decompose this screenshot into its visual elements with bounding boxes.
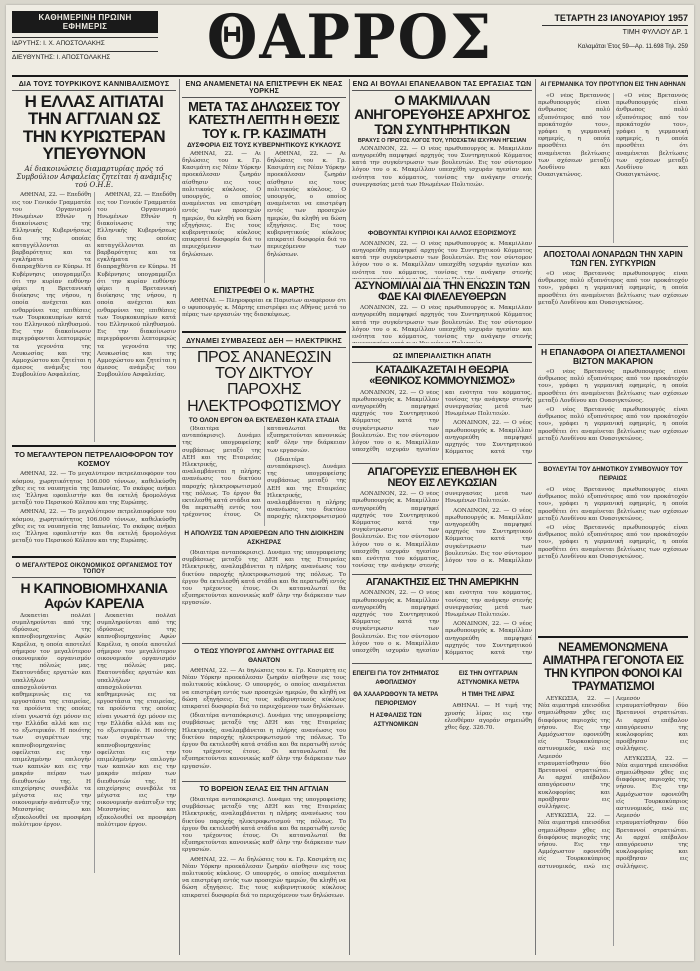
- article-fde-union: [352, 305, 532, 343]
- headline-nicosia-ban: ΑΠΑΓΟΡΕΥΣΙΣ ΕΠΕΒΛΗΘΗ ΕΚ ΝΕΟΥ ΕΙΣ ΛΕΥΚΩΣΙΑΝ: [367, 465, 517, 489]
- article-text: ΛΟΝΔΙΝΟΝ, 22. — Ο νέος πρωθυπουργός κ. Μακμίλλαν ανηγορεύθη παμψηφεί αρχηγός του Συντηρητικού Κόμματος κατά την συγκέντρωσιν των βουλευτών. Εις τον σύντομον λόγον του ο κ. Μακμίλλαν υπεσχέθη ισχυράν ηγεσίαν και ενότητα του κόμματος, τονίσας την ανάγκην στενής συνεργασίας μετά των Ηνωμένων Πολιτειών.: [352, 491, 532, 570]
- article-text: «Ο νέος Βρεταννός πρωθυπουργός είναι άνθρωπος πολύ εξυπνότερος από τον προκάτοχόν του», γράφει η γερμανική εφημερίς, η οποία προσθέτει ότι αναμένεται βελτίωσις των σχέσεων μεταξύ Λονδίνου και Ουασιγκτώνος.: [538, 487, 688, 522]
- divider: [352, 463, 532, 464]
- article-national-communism: [352, 390, 532, 460]
- article-text: ΑΘΗΝΑΙ. — Πληροφορίαι εκ Παρισίων αναφέρουν ότι ο υφυπουργός κ. Μάρτης επιστρέφει εις Αθήνας μετά το πέρας των εργασιών της διασκέψεως.: [182, 297, 346, 319]
- article-text-cont: ΑΘΗΝΑΙ, 22. — Αι δηλώσεις του κ. Γρ. Κασιμάτη εις Νέαν Υόρκην προεκάλεσαν ζωηράν αίσθησιν εις τους πολιτικούς κύκλους. Ο υπουργός, ο οποίος αναμένεται να επιστρέψη εντός των προσεχών ημερών, θα κληθή να δώση εξηγήσεις. Εις τους κυβερνητικούς κύκλους επικρατεί δυσφορία διά το περιεχόμενον των δηλώσεων.: [182, 856, 346, 899]
- masthead-left: [12, 11, 158, 61]
- headline-german-press: ΑΙ ΓΕΡΜΑΝΙΚΑ ΤΟΥ ΠΡΟΤΥΠΟΝ ΕΙΣ ΤΗΝ ΑΘΗΝΑΝ: [540, 82, 686, 88]
- divider: [182, 331, 346, 333]
- article-text: ΛΟΝΔΙΝΟΝ, 22. — Ο νέος πρωθυπουργός κ. Μακμίλλαν ανηγορεύθη παμψηφεί αρχηγός του Συντηρητικού Κόμματος κατά την συγκέντρωσιν των βουλευτών. Εις τον σύντομον λόγον του ο κ. Μακμίλλαν υπεσχέθη ισχυράν ηγεσίαν και ενότητα του κόμματος, τονίσας την ανάγκην στενής: [352, 305, 532, 341]
- article-text-cont: (Ιδιαιτέρα ανταπόκρισις). Δυνάμει της υπογραφείσης συμβάσεως μεταξύ της ΔΕΗ και της Εταιρείας Ηλεκτρικής, αναλαμβάνεται η πλήρης ανανέωσις του δικτύου παροχής ηλεκτροφωτισμού της πόλεως. Το έργον θα εκτελεσθή κατά στάδια και θα περατωθή εντός του τρέχοντος έτους. Οι καταναλωταί θα εξυπηρετούνται κανονικώς καθ' όλην την διάρκειαν των εργασιών.: [182, 713, 346, 770]
- article-cyprus-bloodshed: [538, 696, 688, 946]
- divider: [352, 574, 532, 575]
- headline-hungary-police: ΕΙΣ ΤΗΝ ΟΥΓΓΑΡΙΑΝ ΑΣΤΥΝΟΜΙΚΑ ΜΕΤΡΑ: [457, 671, 520, 687]
- article-text: ΛΟΝΔΙΝΟΝ, 22. — Ο νέος πρωθυπουργός κ. Μακμίλλαν ανηγορεύθη παμψηφεί αρχηγός του Συντηρητικού Κόμματος κατά την συγκέντρωσιν των βουλευτών. Εις τον σύντομον λόγον του ο κ. Μακμίλλαν υπεσχέθη ισχυράν ηγεσίαν και ενότητα του κόμματος, τονίσας την ανάγκην στενής συνεργασίας μετά των Ηνωμένων Πολιτειών.: [352, 590, 532, 654]
- article-kasimatis: [182, 151, 346, 283]
- director-line: ΔΙΕΥΘΥΝΤΗΣ: Ι. ΑΠΟΣΤΟΛΑΚΗΣ: [12, 51, 158, 61]
- divider: [182, 643, 346, 644]
- divider: [352, 663, 532, 664]
- article-text-cont: ΛΟΝΔΙΝΟΝ, 22. — Ο νέος πρωθυπουργός κ. Μακμίλλαν ανηγορεύθη παμψηφεί αρχηγός του Συντηρητικού Κόμματος κατά την: [445, 621, 532, 656]
- article-karelia: [12, 613, 176, 873]
- bottom-briefs: [352, 667, 532, 734]
- headline-contacts: ΑΠΟΣΤΟΛΑΙ ΛΟΝΑΡΔΩΝ ΤΗΝ ΧΑΡΙΝ ΤΩΝ ΓΕΝ. ΣΥΓΚΥΡΙΩΝ: [543, 250, 683, 268]
- column-3: [352, 79, 532, 957]
- column-rule: [179, 79, 180, 955]
- article-text: ΑΘΗΝΑΙ, 22. — Επεδόθη εις τον Γενικόν Γραμματέα του Οργανισμού Ηνωμένων Εθνών η διακοίνωσις της Ελληνικής Κυβερνήσεως δια της οποίας καταγγέλλονται αι βαρβαρότητες και τα εγκλήματα τα διαπραχθέντα εν Κύπρω. Η Κυβέρνησις υπογραμμίζει ότι την κυρίαν ευθύνην φέρει η Βρεταννική διοίκησις της νήσου, η οποία ανέχεται και ενθαρρύνει τας επιθέσεις των Τουρκοκυπρίων κατά του Ελληνικού πληθυσμού. Εις την διακοίνωσιν περιγράφονται λεπτομερώς τα γεγονότα της Λευκωσίας και της Αμμοχώστου και ζητείται η άμεσος ανάμιξις του Συμβουλίου Ασφαλείας.: [12, 192, 91, 379]
- article-text-cont: «Ο νέος Βρεταννός πρωθυπουργός είναι άνθρωπος πολύ εξυπνότερος από τον προκάτοχόν του», γράφει η γερμανική εφημερίς, η οποία προσθέτει ότι αναμένεται βελτίωσις των σχέσεων μεταξύ Λονδίνου και Ουασιγκτώνος.: [616, 93, 688, 179]
- article-contacts: [538, 271, 688, 341]
- headline-exile: ΦΟΒΟΥΝΤΑΙ ΚΥΠΡΙΟΙ ΚΑΙ ΑΛΛΟΣ ΕΞΟΡΙΣΜΟΥΣ: [367, 229, 517, 237]
- article-text: «Ο νέος Βρεταννός πρωθυπουργός είναι άνθρωπος πολύ εξυπνότερος από τον προκάτοχόν του», γράφει η γερμανική εφημερίς, η οποία προσθέτει ότι αναμένεται βελτίωσις των σχέσεων μεταξύ Λονδίνου και Ουασιγκτώνος.: [538, 271, 688, 306]
- article-text: «Ο νέος Βρεταννός πρωθυπουργός είναι άνθρωπος πολύ εξυπνότερος από τον προκάτοχόν του», γράφει η γερμανική εφημερίς, η οποία προσθέτει ότι αναμένεται βελτίωσις των σχέσεων μεταξύ Λονδίνου και Ουασιγκτώνος.: [538, 369, 688, 404]
- article-text-cont: (Ιδιαιτέρα ανταπόκρισις). Δυνάμει της υπογραφείσης συμβάσεως μεταξύ της ΔΕΗ και της Εταιρείας Ηλεκτρικής, αναλαμβάνεται η πλήρης ανανέωσις του δικτύου παροχής ηλεκτροφωτισμού: [267, 456, 346, 521]
- kicker-turkish: ΔΙΑ ΤΟΥΣ ΤΟΥΡΚΙΚΟΥΣ ΚΑΝΝΙΒΑΛΙΣΜΟΥΣ: [12, 79, 176, 91]
- paper-type-label: ΚΑΘΗΜΕΡΙΝΗ ΠΡΩΙΝΗ ΕΦΗΜΕΡΙΣ: [12, 11, 158, 33]
- article-nicosia-ban: [352, 491, 532, 571]
- masthead-rule: [12, 75, 688, 77]
- headline-macmillan: Ο ΜΑΚΜΙΛΛΑΝ ΑΝΗΓΟΡΕΥΘΗΣΕ ΑΡΧΗΓΟΣ ΤΩΝ ΣΥΝΤΗΡΗΤΙΚΩΝ: [354, 92, 530, 137]
- headline-piraeus: ΒΟΥΛΕΥΤΑΙ ΤΟΥ ΔΗΜΟΤΙΚΟΥ ΣΥΜΒΟΥΛΙΟΥ ΤΟΥ ΠΕΙΡΑΙΩΣ: [543, 467, 683, 482]
- headline-hungary-minister: Ο ΤΕΩΣ ΥΠΟΥΡΓΟΣ ΑΜΥΝΗΣ ΟΥΓΓΑΡΙΑΣ ΕΙΣ ΘΑΝΑΤΟΝ: [193, 648, 335, 664]
- article-text: ΛΕΥΚΩΣΙΑ, 22. — Νέα αιματηρά επεισόδια σημειώθησαν χθες εις διαφόρους περιοχάς της νήσου. Εις την Αμμόχωστον εφονεύθη είς Τουρκοκύπριος αστυνομικός, ενώ εις Λεμεσόν ετραυματίσθησαν δύο Βρεταννοί στρατιώται. Αι αρχαί επέβαλον απαγόρευσιν της κυκλοφορίας και προέβησαν εις συλλήψεις.: [538, 696, 610, 811]
- subhead-stages: ΤΟ ΟΛΟΝ ΕΡΓΟΝ ΘΑ ΕΚΤΕΛΕΣΘΗ ΚΑΤΑ ΣΤΑΔΙΑ: [188, 417, 340, 424]
- article-electric: [182, 426, 346, 526]
- headline-america: ΑΓΑΝΑΚΤΗΣΙΣ ΕΙΣ ΤΗΝ ΑΜΕΡΙΚΗΝ: [365, 577, 519, 589]
- article-america: [352, 590, 532, 660]
- article-text: ΛΟΝΔΙΝΟΝ, 22. — Ο νέος πρωθυπουργός κ. Μακμίλλαν ανηγορεύθη παμψηφεί αρχηγός του Συντηρητικού Κόμματος κατά την συγκέντρωσιν των βουλευτών. Εις τον σύντομον λόγον του ο κ. Μακμίλλαν υπεσχέθη ισχυράν ηγεσίαν και ενότητα του κόμματος, τονίσας την ανάγκην στενής συνεργασίας μετά των Ηνωμένων Πολιτειών.: [352, 389, 532, 454]
- article-text-cont: «Ο νέος Βρεταννός πρωθυπουργός είναι άνθρωπος πολύ εξυπνότερος από τον προκάτοχόν του», γράφει η γερμανική εφημερίς, η οποία προσθέτει ότι αναμένεται βελτίωσις των σχέσεων μεταξύ Λονδίνου και Ουασιγκτώνος.: [538, 407, 688, 442]
- founder-line: ΙΔΡΥΤΗΣ: Ι. Χ. ΑΠΟΣΤΟΛΑΚΗΣ: [12, 37, 158, 47]
- issue-price: ΤΙΜΗ ΦΥΛΛΟΥ ΔΡ. 1: [622, 29, 688, 36]
- article-text-cont: «Ο νέος Βρεταννός πρωθυπουργός είναι άνθρωπος πολύ εξυπνότερος από τον προκάτοχόν του», γράφει η γερμανική εφημερίς, η οποία προσθέτει ότι αναμένεται βελτίωσις των σχέσεων μεταξύ Λονδίνου και Ουασιγκτώνος.: [538, 525, 688, 560]
- article-text-cont: ΛΟΝΔΙΝΟΝ, 22. — Ο νέος πρωθυπουργός κ. Μακμίλλαν ανηγορεύθη παμψηφεί αρχηγός του Συντηρητικού Κόμματος κατά την: [445, 420, 532, 456]
- headline-greece-blames-britain: Η ΕΛΛΑΣ ΑΙΤΙΑΤΑΙ ΤΗΝ ΑΓΓΛΙΑΝ ΩΣ ΤΗΝ ΚΥΡΙΩΤΕΡΑΝ ΥΠΕΥΘΥΝΟΝ: [22, 92, 166, 163]
- newspaper-title: ΘΑΡΡΟΣ: [206, 5, 494, 73]
- headline-fde-union: ΑΣΥΝΟΜΙΛΙΑΙ ΔΙΑ ΤΗΝ ΕΝΩΣΙΝ ΤΩΝ ΦΔΕ ΚΑΙ ΦΙΛΕΛΕΥΘΕΡΩΝ: [354, 279, 530, 304]
- article-greece-blames-britain: [12, 192, 176, 442]
- issue-number: Καλαμάται Έτος 59—Αρ. 11.698 Τηλ. 259: [577, 44, 688, 50]
- article-tanker: [12, 471, 176, 553]
- headline-police-insurance: Η ΑΣΦΑΛΙΣΙΣ ΤΩΝ ΑΣΤΥΝΟΜΙΚΩΝ: [369, 713, 422, 729]
- headline-makarios: Η ΕΠΑΝΑΦΟΡΑ ΟΙ ΑΠΕΣΤΑΛΜΕΝΟΙ ΒΙΖΤΟΝ ΜΑΚΑΡΙΟΝ: [541, 347, 685, 366]
- article-text: Δεκαετίαι πολλαί συμπληρούνται από της ιδρύσεως της καπνοβιομηχανίας Αφών Καρέλια, η οποία αποτελεί σήμερον τον μεγαλύτερον οικονομικόν οργανισμόν της πόλεώς μας. Εκατοντάδες εργατών και υπαλλήλων απασχολούνται καθημερινώς εις τα εργοστάσια της εταιρείας, τα προϊόντα της οποίας είναι γνωστά όχι μόνον εις την Ελλάδα αλλά και εις το εξωτερικόν. Η ποιότης των σιγαρέττων της καπνοβιομηχανίας οφείλεται εις την επιμελημένην επιλογήν των καπνών και εις την μακράν πείραν των διευθυντών της. Η επιχείρησις συνεβάλε τα μέγιστα εις την οικονομικήν ανάπτυξιν της Μεσσηνίας και εξακολουθεί να προσφέρη πολύτιμον έργον.: [12, 612, 91, 828]
- headline-archbishops: Η ΑΠΟΛΥΣΙΣ ΤΩΝ ΑΡΧΙΕΡΕΩΝ ΑΠΟ ΤΗΝ ΔΙΟΙΚΗΣΙΝ ΑΣΚΗΣΡΑΣ: [184, 530, 344, 546]
- article-martis: [182, 298, 346, 328]
- article-text-cont: ΛΕΥΚΩΣΙΑ, 22. — Νέα αιματηρά επεισόδια σημειώθησαν χθες εις διαφόρους περιοχάς της νήσου. Εις την Αμμόχωστον εφονεύθη είς Τουρκοκύπριος αστυνομικός, ενώ εις Λεμεσόν ετραυματίσθησαν δύο Βρεταννοί στρατιώται. Αι αρχαί επέβαλον απαγόρευσιν της κυκλοφορίας και προέβησαν εις συλλήψεις.: [538, 696, 688, 870]
- divider: [538, 462, 688, 463]
- article-text: ΑΘΗΝΑΙ, 22. — Αι δηλώσεις του κ. Γρ. Κασιμάτη εις Νέαν Υόρκην προεκάλεσαν ζωηράν αίσθησιν εις τους πολιτικούς κύκλους. Ο υπουργός, ο οποίος αναμένεται να επιστρέψη εντός των προσεχών ημερών, θα κληθή να δώση εξηγήσεις. Εις τους κυβερνητικούς κύκλους επικρατεί δυσφορία διά το περιεχόμενον των δηλώσεων.: [182, 668, 346, 711]
- subhead-dysphoria: ΔΥΣΦΟΡΙΑ ΕΙΣ ΤΟΥΣ ΚΥΒΕΡΝΗΤΙΚΟΥΣ ΚΥΚΛΟΥΣ: [187, 141, 341, 149]
- article-text: (Ιδιαιτέρα ανταπόκρισις). Δυνάμει της υπογραφείσης συμβάσεως μεταξύ της ΔΕΗ και της Εταιρείας Ηλεκτρικής, αναλαμβάνεται η πλήρης ανανέωσις του δικτύου παροχής ηλεκτροφωτισμού της πόλεως. Το έργον θα εκτελεσθή κατά στάδια και θα περατωθή εντός του τρέχοντος έτους. Οι καταναλωταί θα εξυπηρετούνται κανονικώς καθ' όλην την διάρκειαν των εργασιών.: [182, 797, 346, 854]
- article-makarios: [538, 369, 688, 459]
- column-2: [182, 79, 346, 957]
- article-german-press: [538, 93, 688, 243]
- divider: [12, 445, 176, 447]
- headline-measures: ΘΑ ΧΑΛΑΡΩΘΟΥΝ ΤΑ ΜΕΤΡΑ ΠΕΡΙΟΡΙΣΜΟΥ: [353, 692, 439, 708]
- subhead-macmillan: ΒΡΑΧΥΣ Ο ΠΡΩΤΟΣ ΛΟΓΟΣ ΤΟΥ, ΥΠΟΣΧΕΤΑΙ ΙΣΧΥΡΑΝ ΗΓΕΣΙΑΝ: [357, 137, 527, 144]
- issue-date: ΤΕΤΑΡΤΗ 23 ΙΑΝΟΥΑΡΙΟΥ 1957: [542, 13, 688, 26]
- headline-lira: Η ΤΙΜΗ ΤΗΣ ΛΙΡΑΣ: [461, 692, 515, 699]
- article-text: (Ιδιαιτέρα ανταπόκρισις). Δυνάμει της υπογραφείσης συμβάσεως μεταξύ της ΔΕΗ και της Εταιρείας Ηλεκτρικής, αναλαμβάνεται η πλήρης ανανέωσις του δικτύου παροχής ηλεκτροφωτισμού της πόλεως. Το έργον θα εκτελεσθή κατά στάδια και θα περατωθή εντός του τρέχοντος έτους. Οι καταναλωταί θα εξυπηρετούνται κανονικώς καθ' όλην την διάρκειαν των εργασιών.: [182, 550, 346, 607]
- headline-cyprus-bloodshed: ΝΕΑΜΕΜΟΝΩΜΕΝΑ ΑΙΜΑΤΗΡΑ ΓΕΓΟΝΟΤΑ ΕΙΣ ΤΗΝ ΚΥΠΡΟΝ ΦΟΝΟΙ ΚΑΙ ΤΡΑΥΜΑΤΙΣΜΟΙ: [542, 640, 684, 693]
- article-text-cont: ΛΟΝΔΙΝΟΝ, 22. — Ο νέος πρωθυπουργός κ. Μακμίλλαν ανηγορεύθη παμψηφεί αρχηγός του Συντηρητικού Κόμματος κατά την συγκέντρωσιν των βουλευτών. Εις τον σύντομον λόγον του ο κ. Μακμίλλαν: [445, 507, 532, 564]
- headline-martis: ΕΠΙΣΤΡΕΦΕΙ Ο κ. ΜΑΡΤΗΣ: [213, 285, 315, 295]
- article-text-cont: ΑΘΗΝΑΙ, 22. — Το μεγαλύτερον πετρελαιοφόρον του κόσμου, χωρητικότητος 106.000 τόννων, καθελκύσθη χθες εις τα ναυπηγεία της Ιαπωνίας. Το σκάφος ανήκει εις Έλληνα εφοπλιστήν και θα εκτελή δρομολόγια μεταξύ του Περσικού Κόλπου και της Ευρώπης.: [12, 509, 176, 545]
- article-lira: [445, 703, 533, 732]
- column-1: [12, 79, 176, 957]
- article-text-cont: Δεκαετίαι πολλαί συμπληρούνται από της ιδρύσεως της καπνοβιομηχανίας Αφών Καρέλια, η οποία αποτελεί σήμερον τον μεγαλύτερον οικονομικόν οργανισμόν της πόλεώς μας. Εκατοντάδες εργατών και υπαλλήλων απασχολούνται καθημερινώς εις τα εργοστάσια της εταιρείας, τα προϊόντα της οποίας είναι γνωστά όχι μόνον εις την Ελλάδα αλλά και εις το εξωτερικόν. Η ποιότης των σιγαρέττων της καπνοβιομηχανίας οφείλεται εις την επιμελημένην επιλογήν των καπνών και εις την μακράν πείραν των διευθυντών της. Η επιχείρησις συνεβάλε τα μέγιστα εις την οικονομικήν ανάπτυξιν της Μεσσηνίας και εξακολουθεί να προσφέρη πολύτιμον έργον.: [97, 612, 176, 828]
- masthead: [6, 5, 694, 81]
- kicker-parliaments: ΕΝΩ ΑΙ ΒΟΥΛΑΙ ΕΠΑΝΕΛΑΒΟΝ ΤΑΣ ΕΡΓΑΣΙΑΣ ΤΩΝ: [352, 79, 532, 91]
- column-rule: [535, 79, 536, 955]
- kicker-newyork: ΕΝΩ ΑΝΑΜΕΝΕΤΑΙ ΝΑ ΕΠΙΣΤΡΕΨΗ ΕΚ ΝΕΑΣ ΥΟΡΚΗΣ: [182, 79, 346, 98]
- kicker-imperialist: ΩΣ ΙΜΠΕΡΙΑΛΙΣΤΙΚΗ ΑΠΑΤΗ: [352, 351, 532, 363]
- brief-left: [352, 667, 440, 734]
- article-text: ΛΟΝΔΙΝΟΝ, 22. — Ο νέος πρωθυπουργός κ. Μακμίλλαν ανηγορεύθη παμψηφεί αρχηγός του Συντηρητικού Κόμματος κατά την συγκέντρωσιν των βουλευτών. Εις τον σύντομον λόγον του ο κ. Μακμίλλαν υπεσχέθη ισχυράν ηγεσίαν και ενότητα του κόμματος, τονίσας την ανάγκην στενής συνεργασίας μετά των Ηνωμένων Πολιτειών.: [352, 145, 532, 188]
- headline-electric: ΠΡΟΣ ΑΝΑΝΕΩΣΙΝ ΤΟΥ ΔΙΚΤΥΟΥ ΠΑΡΟΧΗΣ ΗΛΕΚΤΡΟΦΩΤΙΣΜΟΥ: [187, 348, 341, 415]
- article-text: (Ιδιαιτέρα ανταπόκρισις). Δυνάμει της υπογραφείσης συμβάσεως μεταξύ της ΔΕΗ και της Εταιρείας Ηλεκτρικής, αναλαμβάνεται η πλήρης ανανέωσις του δικτύου παροχής ηλεκτροφωτισμού της πόλεως. Το έργον θα εκτελεσθή κατά στάδια και θα περατωθή εντός του τρέχοντος έτους. Οι καταναλωταί θα εξυπηρετούνται κανονικώς καθ' όλην την διάρκειαν των εργασιών.: [182, 426, 346, 519]
- article-text-cont-2: ΛΕΥΚΩΣΙΑ, 22. — Νέα αιματηρά επεισόδια σημειώθησαν χθες εις διαφόρους περιοχάς της νήσου. Εις την Αμμόχωστον εφονεύθη είς Τουρκοκύπριος αστυνομικός, ενώ εις Λεμεσόν ετραυματίσθησαν δύο Βρεταννοί στρατιώται. Αι αρχαί επέβαλον απαγόρευσιν της κυκλοφορίας και προέβησαν εις συλλήψεις.: [616, 755, 688, 870]
- brief-right: [445, 667, 533, 734]
- kicker-electric: ΔΥΝΑΜΕΙ ΣΥΜΒΑΣΕΩΣ ΔΕΗ — ΗΛΕΚΤΡΙΚΗΣ: [182, 336, 346, 348]
- kicker-economic: Ο ΜΕΓΑΛΥΤΕΡΟΣ ΟΙΚΟΝΟΜΙΚΟΣ ΟΡΓΑΝΙΣΜΟΣ ΤΟΥ ΤΟΠΟΥ: [12, 561, 176, 578]
- newspaper-page: [6, 5, 694, 961]
- article-text: ΑΘΗΝΑΙ, 22. — Το μεγαλύτερον πετρελαιοφόρον του κόσμου, χωρητικότητος 106.000 τόννων, καθελκύσθη χθες εις τα ναυπηγεία της Ιαπωνίας. Το σκάφος ανήκει εις Έλληνα εφοπλιστήν και θα εκτελή δρομολόγια μεταξύ του Περσικού Κόλπου και της Ευρώπης.: [12, 471, 176, 507]
- divider: [538, 636, 688, 638]
- divider: [538, 344, 688, 345]
- headline-national-communism: ΚΑΤΑΔΙΚΑΖΕΤΑΙ Η ΘΕΩΡΙΑ «ΕΘΝΙΚΟΣ ΚΟΜΜΟΥΝΙΣΜΟΣ»: [369, 364, 515, 388]
- article-text: ΛΟΝΔΙΝΟΝ, 22. — Ο νέος πρωθυπουργός κ. Μακμίλλαν ανηγορεύθη παμψηφεί αρχηγός του Συντηρητικού Κόμματος κατά την συγκέντρωσιν των βουλευτών. Εις τον σύντομον λόγον του ο κ. Μακμίλλαν υπεσχέθη ισχυράν ηγεσίαν και ενότητα του κόμματος, τονίσας την ανάγκην στενής: [352, 240, 532, 276]
- cyprus-article: [538, 633, 688, 953]
- article-aurora: [182, 797, 346, 917]
- article-macmillan: [352, 146, 532, 226]
- masthead-right: [542, 13, 688, 50]
- headline-kasimatis: ΜΕΤΑ ΤΑΣ ΔΗΛΩΣΕΙΣ ΤΟΥ ΚΑΤΕΣΤΗ ΛΕΠΤΗ Η ΘΕΣΙΣ ΤΟΥ κ. ΓΡ. ΚΑΣΙΜΑΤΗ: [188, 99, 340, 141]
- article-exile: [352, 241, 532, 279]
- article-text: ΑΘΗΝΑΙ, 22. — Αι δηλώσεις του κ. Γρ. Κασιμάτη εις Νέαν Υόρκην προεκάλεσαν ζωηράν αίσθησιν εις τους πολιτικούς κύκλους. Ο υπουργός, ο οποίος αναμένεται να επιστρέψη εντός των προσεχών ημερών, θα κληθή να δώση εξηγήσεις. Εις τους κυβερνητικούς κύκλους επικρατεί δυσφορία διά το περιεχόμενον των δηλώσεων.: [182, 150, 261, 258]
- column-rule: [349, 79, 350, 955]
- article-archbishops: [182, 550, 346, 640]
- divider: [182, 781, 346, 782]
- article-text: «Ο νέος Βρεταννός πρωθυπουργός είναι άνθρωπος πολύ εξυπνότερος από τον προκάτοχόν του», γράφει η γερμανική εφημερίς, η οποία προσθέτει ότι αναμένεται βελτίωσις των σχέσεων μεταξύ Λονδίνου και Ουασιγκτώνος.: [538, 93, 610, 179]
- divider: [352, 346, 532, 348]
- article-text-cont: ΑΘΗΝΑΙ, 22. — Αι δηλώσεις του κ. Γρ. Κασιμάτη εις Νέαν Υόρκην προεκάλεσαν ζωηράν αίσθησιν εις τους πολιτικούς κύκλους. Ο υπουργός, ο οποίος αναμένεται να επιστρέψη εντός των προσεχών ημερών, θα κληθή να δώση εξηγήσεις. Εις τους κυβερνητικούς κύκλους επικρατεί δυσφορία διά το περιεχόμενον των δηλώσεων.: [267, 150, 346, 258]
- article-hungary-minister: [182, 668, 346, 778]
- headline-karelia: Η ΚΑΠΝΟΒΙΟΜΗΧΑΝΙΑ Αφών ΚΑΡΕΛΙΑ: [20, 580, 168, 611]
- article-text: ΑΘΗΝΑΙ. — Η τιμή της χρυσής λίρας εις την ελευθέραν αγοράν σημειώθη χθες δρχ. 326.70.: [444, 703, 532, 731]
- subhead-uno: Αί διακοινώσεις διαμαρτυρίας πρός τό Συμβούλιον Ασφαλείας ζητείται ή ανάμιξις τού Ο.Η.Ε.: [16, 165, 172, 190]
- article-piraeus: [538, 487, 688, 567]
- divider: [538, 246, 688, 247]
- headline-aurora: ΤΟ ΒΟΡΕΙΟΝ ΣΕΛΑΣ ΕΙΣ ΤΗΝ ΑΓΓΛΙΑΝ: [199, 786, 329, 793]
- headline-tanker: ΤΟ ΜΕΓΑΛΥΤΕΡΟΝ ΠΕΤΡΕΛΑΙΟΦΟΡΟΝ ΤΟΥ ΚΟΣΜΟΥ: [14, 450, 174, 469]
- divider: [12, 556, 176, 558]
- article-text-cont: ΑΘΗΝΑΙ, 22. — Επεδόθη εις τον Γενικόν Γραμματέα του Οργανισμού Ηνωμένων Εθνών η διακοίνωσις της Ελληνικής Κυβερνήσεως δια της οποίας καταγγέλλονται αι βαρβαρότητες και τα εγκλήματα τα διαπραχθέντα εν Κύπρω. Η Κυβέρνησις υπογραμμίζει ότι την κυρίαν ευθύνην φέρει η Βρεταννική διοίκησις της νήσου, η οποία ανέχεται και ενθαρρύνει τας επιθέσεις των Τουρκοκυπρίων κατά του Ελληνικού πληθυσμού. Εις την διακοίνωσιν περιγράφονται λεπτομερώς τα γεγονότα της Λευκωσίας και της Αμμοχώστου και ζητείται η άμεσος ανάμιξις του Συμβουλίου Ασφαλείας.: [97, 192, 176, 379]
- headline-disarmament: ΕΠΕΙΓΕΙ ΓΙΑ ΤΟΥ ΖΗΤΗΜΑΤΟΣ ΑΦΟΠΛΙΣΜΟΥ: [352, 671, 440, 687]
